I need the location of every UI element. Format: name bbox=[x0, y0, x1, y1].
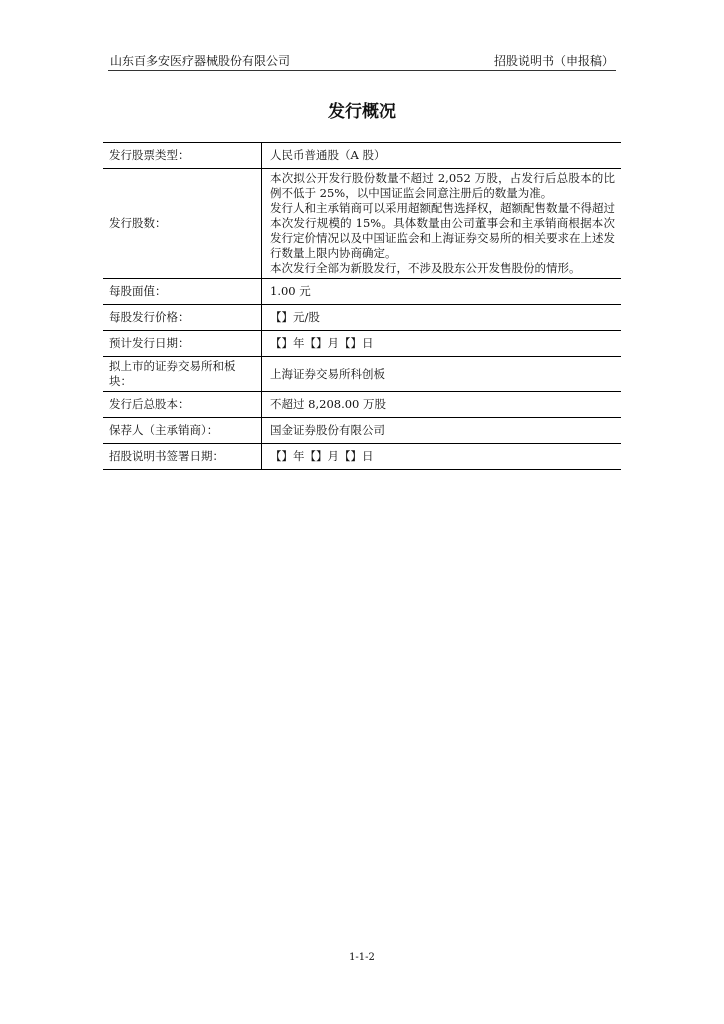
row-label: 预计发行日期： bbox=[103, 331, 262, 357]
value-paragraph: 本次拟公开发行股份数量不超过 2,052 万股，占发行后总股本的比例不低于 25%，以中国证监会同意注册后的数量为准。 bbox=[270, 171, 615, 200]
page-title: 发行概况 bbox=[328, 102, 396, 122]
table-row bbox=[103, 392, 621, 418]
table-row bbox=[103, 169, 621, 279]
row-value: 人民币普通股（A 股） bbox=[262, 143, 622, 169]
row-label: 招股说明书签署日期： bbox=[103, 444, 262, 470]
row-label: 每股面值： bbox=[103, 279, 262, 305]
table-row bbox=[103, 331, 621, 357]
document-type: 招股说明书（申报稿） bbox=[493, 54, 614, 68]
table-row bbox=[103, 357, 621, 392]
table-row bbox=[103, 143, 621, 169]
row-label: 每股发行价格： bbox=[103, 305, 262, 331]
row-value: 1.00 元 bbox=[262, 279, 622, 305]
row-label: 发行后总股本： bbox=[103, 392, 262, 418]
row-value bbox=[262, 169, 622, 279]
table-row bbox=[103, 418, 621, 444]
row-value: 【】年【】月【】日 bbox=[262, 444, 622, 470]
row-value: 国金证券股份有限公司 bbox=[262, 418, 622, 444]
value-paragraph: 发行人和主承销商可以采用超额配售选择权，超额配售数量不得超过本次发行规模的 15%。具体数量由公司董事会和主承销商根据本次发行定价情况以及中国证监会和上海证券交易所的相关要求在上述发行数量上限内协商确定。 bbox=[270, 201, 615, 260]
row-label: 保荐人（主承销商）： bbox=[103, 418, 262, 444]
row-label: 拟上市的证券交易所和板块： bbox=[103, 357, 262, 392]
page-header bbox=[108, 50, 616, 71]
offering-summary-table bbox=[103, 142, 621, 470]
table-row bbox=[103, 305, 621, 331]
page-number: 1-1-2 bbox=[349, 952, 375, 963]
row-value: 不超过 8,208.00 万股 bbox=[262, 392, 622, 418]
row-value: 上海证券交易所科创板 bbox=[262, 357, 622, 392]
company-name: 山东百多安医疗器械股份有限公司 bbox=[110, 54, 291, 68]
row-label: 发行股票类型： bbox=[103, 143, 262, 169]
table-row bbox=[103, 444, 621, 470]
row-value: 【】元/股 bbox=[262, 305, 622, 331]
row-label: 发行股数： bbox=[103, 169, 262, 279]
row-value: 【】年【】月【】日 bbox=[262, 331, 622, 357]
table-row bbox=[103, 279, 621, 305]
value-paragraph: 本次发行全部为新股发行，不涉及股东公开发售股份的情形。 bbox=[270, 261, 581, 275]
